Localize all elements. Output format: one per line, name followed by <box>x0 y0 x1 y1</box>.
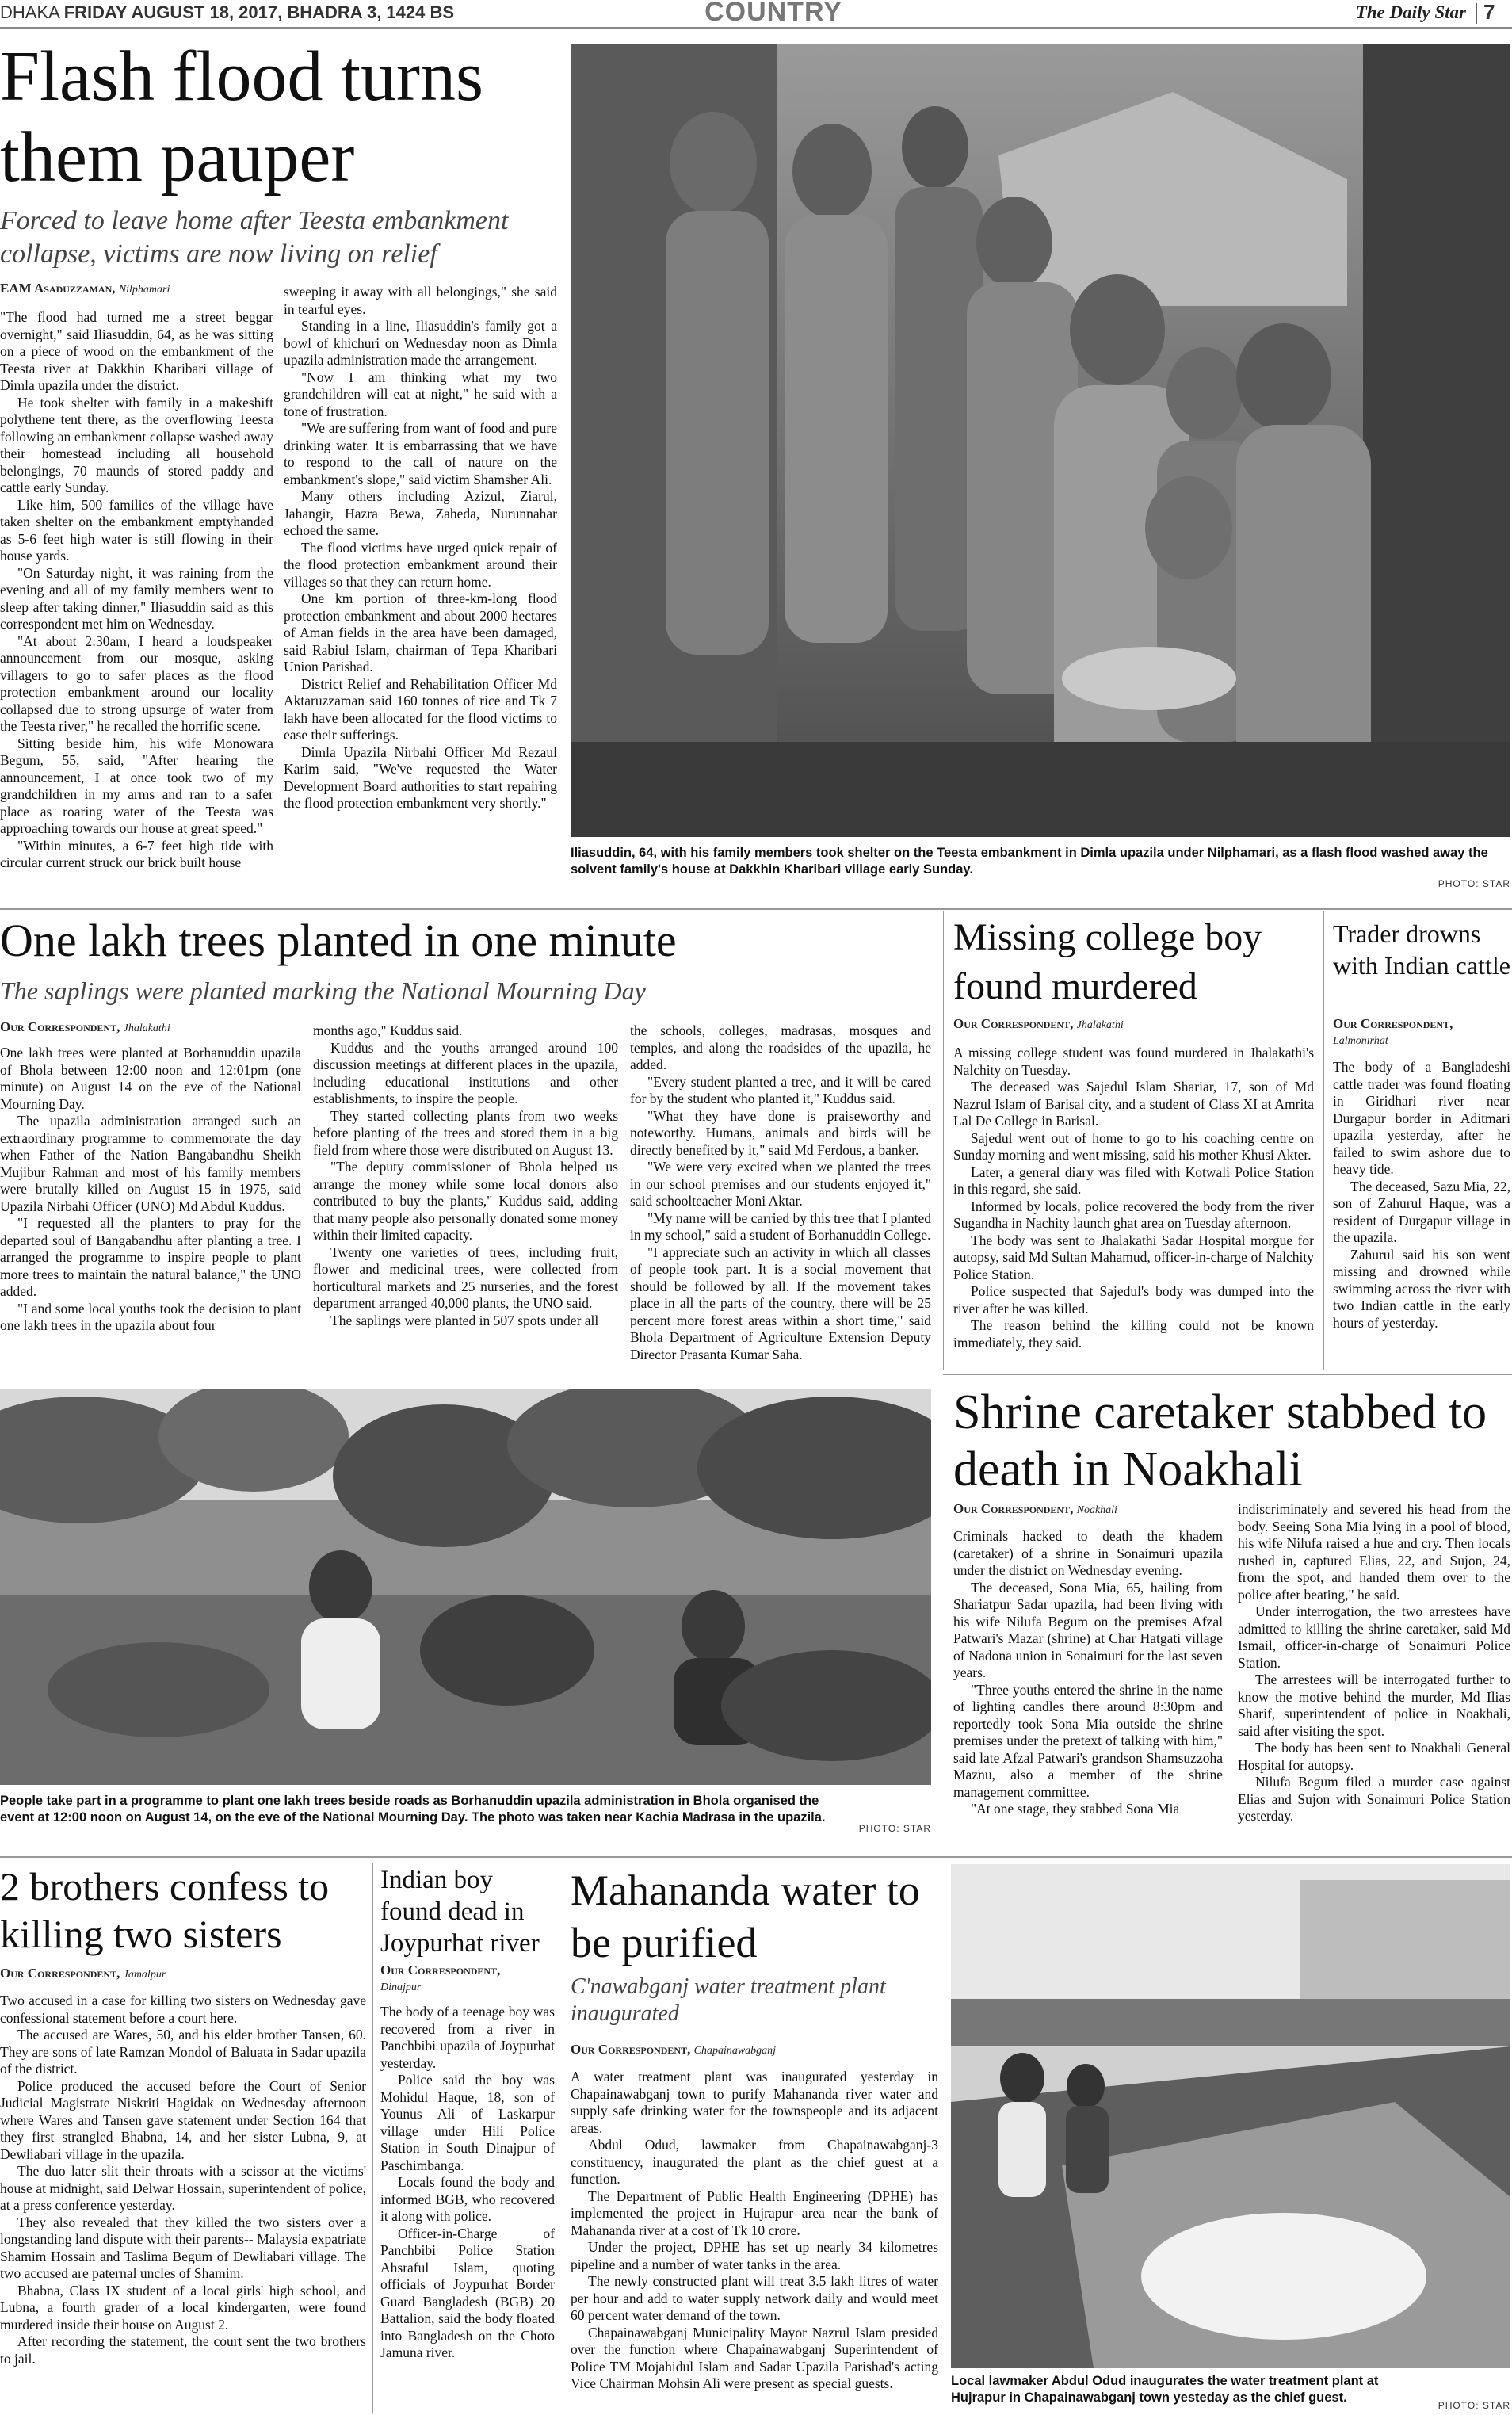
paragraph: Abdul Odud, lawmaker from Chapainawabganj-3 constituency, inaugurated the plant as the chief guest at a function. <box>571 2137 938 2187</box>
trader-headline: Trader drowns with Indian cattle <box>1333 919 1510 980</box>
paragraph: Kuddus and the youths arranged around 100 discussion meetings at different places in the upazila, including educational institutions and other establishments, to inspire the people. <box>313 1039 618 1106</box>
shrine-byline <box>953 1501 1223 1517</box>
indian-boy-byline <box>380 1962 559 1994</box>
paragraph: They also revealed that they killed the two sisters over a longstanding land dispute with their parents-- Malaysia expatriate Shamim Hossain and Taslima Begum of Dewliabari village. The two accused are paternal uncles of Shamim. <box>0 2214 366 2281</box>
paragraph: The flood victims have urged quick repair of the flood protection embankment around their villages so that they can return home. <box>284 539 557 590</box>
paragraph: The arrestees will be interrogated further to know the motive behind the murder, Md Ilias Sharif, superintendent of police in Noakhali, said after visiting the spot. <box>1238 1672 1510 1739</box>
trees-column-3 <box>630 1022 931 1368</box>
paragraph: The Department of Public Health Engineering (DPHE) has implemented the project in Hujrapur area near the bank of Mahananda river at a cost of Tk 10 crore. <box>571 2188 938 2238</box>
paragraph: Police suspected that Sajedul's body was dumped into the river after he was killed. <box>953 1283 1314 1316</box>
paragraph: The body of a teenage boy was recovered from a river in Panchbibi upazila of Joypurhat yesterday. <box>380 2004 555 2071</box>
indian-boy-headline: Indian boy found dead in Joypurhat river <box>380 1866 540 1958</box>
brothers-body <box>0 1993 366 2413</box>
college-body <box>953 1045 1314 1370</box>
paragraph: "My name will be carried by this tree that I planted in my school," said a student of Borhanuddin College. <box>630 1209 931 1243</box>
flood-photo-credit: PHOTO: STAR <box>1438 878 1510 889</box>
section-label: COUNTRY <box>704 0 842 27</box>
water-photo <box>951 1864 1510 2368</box>
college-headline: Missing college boy found murdered <box>953 916 1262 1007</box>
trees-byline <box>0 1019 301 1035</box>
trader-byline-name: Our Correspondent, <box>1333 1016 1453 1031</box>
trees-photo <box>0 1389 931 1785</box>
paragraph: Later, a general diary was filed with Kotwali Police Station in this regard, she said. <box>953 1164 1314 1197</box>
dateline <box>0 2 454 25</box>
paragraph: Like him, 500 families of the village have taken shelter on the embankment emptyhanded as 5-6 feet high water is still flowing in their house yards. <box>0 496 273 564</box>
paragraph: Chapainawabganj Municipality Mayor Nazrul Islam presided over the function where Chapainawabganj Superintendent of Police TM Mojahidul Islam and Sadar Upazila Parishad's acting Vice Chairman Mohsin Ali were present as special guests. <box>571 2324 938 2391</box>
flood-deck: Forced to leave home after Teesta embankment collapse, victims are now living on relief <box>0 206 509 269</box>
paragraph: Two accused in a case for killing two sisters on Wednesday gave confessional statement before a court here. <box>0 1993 366 2026</box>
paragraph: The newly constructed plant will treat 3.5 lakh litres of water per hour and add to water supply network daily and would meet 60 percent water demand of the town. <box>571 2273 938 2323</box>
paragraph: The deceased was Sajedul Islam Shariar, 17, son of Md Nazrul Islam of Barisal city, and a student of Class XI at Amrita Lal De College in Barisal. <box>953 1079 1314 1129</box>
paragraph: Nilufa Begum filed a murder case against Elias and Sujon with Sonaimuri Police Station yesterday. <box>1238 1774 1510 1824</box>
paragraph: The body was sent to Jhalakathi Sadar Hospital morgue for autopsy, said Md Sultan Mahamud, officer-in-charge of Nalchity Police Station. <box>953 1232 1314 1282</box>
indian-boy-byline-name: Our Correspondent, <box>380 1962 501 1977</box>
trees-byline-name: Our Correspondent, <box>0 1019 120 1034</box>
brothers-byline-name: Our Correspondent, <box>0 1966 120 1981</box>
paragraph: "Now I am thinking what my two grandchildren will eat at night," he said with a tone of frustration. <box>284 369 557 419</box>
water-caption: Local lawmaker Abdul Odud inaugurates the water treatment plant at Hujrapur in Chapainawabganj town yesteday as the chief guest. <box>951 2374 1379 2405</box>
college-byline-place: Jhalakathi <box>1076 1019 1124 1031</box>
flood-byline-name: EAM Asaduzzaman, <box>0 281 116 296</box>
flood-byline-place: Nilphamari <box>118 284 170 296</box>
water-byline-name: Our Correspondent, <box>571 2042 691 2057</box>
water-body <box>571 2069 938 2413</box>
trees-headline: One lakh trees planted in one minute <box>0 915 677 966</box>
paragraph: sweeping it away with all belongings," she said in tearful eyes. <box>284 284 557 317</box>
paragraph: Criminals hacked to death the khadem (caretaker) of a shrine in Sonaimuri upazila under the district on Wednesday evening. <box>953 1528 1223 1578</box>
paragraph: After recording the statement, the court sent the two brothers to jail. <box>0 2333 366 2367</box>
water-byline <box>571 2042 943 2058</box>
paragraph: Sitting beside him, his wife Monowara Begum, 55, said, "After hearing the announcement, I at once took two of my grandchildren in my arms and ran to a safer place as roaring water of the Teesta was approaching towards our house at great speed." <box>0 735 273 836</box>
indian-boy-body <box>380 2004 555 2413</box>
paragraph: The saplings were planted in 507 spots under all <box>330 1312 599 1328</box>
paragraph: A missing college student was found murdered in Jhalakathi's Nalchity on Tuesday. <box>953 1045 1314 1078</box>
paragraph: The reason behind the killing could not be known immediately, they said. <box>953 1317 1314 1351</box>
paragraph: "What they have done is praiseworthy and noteworthy. Humans, animals and birds will be directly benefited by it," said Md Ferdous, a banker. <box>630 1107 931 1158</box>
paragraph: "The flood had turned me a street beggar overnight," said Iliasuddin, 64, as he was sitting on a piece of wood on the embankment of the Teesta river at Dakkhin Kharibari village of Dimla upazila under the district. <box>0 309 273 393</box>
paragraph: "I requested all the planters to pray for the departed soul of Bangabandhu after planting a tree. I arranged the programme to inspire people to plant more trees to maintain the natural balance," the UNO added. <box>0 1215 301 1299</box>
paragraph: Many others including Azizul, Ziarul, Jahangir, Hazra Bewa, Zaheda, Nurunnahar echoed the same. <box>284 488 557 538</box>
paragraph: The body has been sent to Noakhali General Hospital for autopsy. <box>1238 1740 1510 1773</box>
paragraph: the schools, colleges, madrasas, mosques and temples, and along the roadsides of the upazila, he added. <box>630 1022 931 1072</box>
paragraph: Locals found the body and informed BGB, who recovered it along with police. <box>380 2174 555 2224</box>
trees-column-2 <box>313 1022 618 1368</box>
paragraph: He took shelter with family in a makeshift polythene tent there, as the overflowing Teesta following an embankment collapse washed away their homestead including all household belongings, 70 maunds of stored paddy and cattle early Sunday. <box>0 394 273 495</box>
dateline-city: DHAKA <box>0 2 59 22</box>
paragraph: "Within minutes, a 6-7 feet high tide with circular current struck our brick built house <box>0 837 273 870</box>
paragraph: Zahurul said his son went missing and drowned while swimming across the river with two Indian cattle in the early hours of yesterday. <box>1333 1246 1510 1331</box>
paragraph: One km portion of three-km-long flood protection embankment and about 2000 hectares of Aman fields in the area have been damaged, said Rabiul Islam, chairman of Tepa Kharibari Union Parishad. <box>284 590 557 674</box>
trees-deck: The saplings were planted marking the National Mourning Day <box>0 976 646 1005</box>
tree-planting-image <box>0 1389 931 1785</box>
paragraph: The deceased, Sona Mia, 65, hailing from Shariatpur Sadar upazila, had been living with his wife Nilufa Begum on the premises Afzal Patwari's Mazar (shrine) at Char Hatgati village of Nadona union in Sonaimuri for the last seven years. <box>953 1579 1223 1680</box>
dateline-date: FRIDAY AUGUST 18, 2017, BHADRA 3, 1424 BS <box>63 2 455 22</box>
divider <box>943 911 944 1370</box>
paragraph: "We are suffering from want of food and pure drinking water. It is embarrassing that we have to respond to the call of nature on the embankment's slope," said victim Shamsher Ali. <box>284 420 557 487</box>
paragraph: Under the project, DPHE has set up nearly 34 kilometres pipeline and a number of water tanks in the area. <box>571 2239 938 2272</box>
paragraph: Under interrogation, the two arrestees have admitted to killing the shrine caretaker, said Md Ismail, officer-in-charge of Sonaimuri Police Station. <box>1238 1603 1510 1671</box>
shrine-byline-place: Noakhali <box>1076 1504 1117 1516</box>
divider <box>0 1856 1512 1858</box>
trees-byline-place: Jhalakathi <box>123 1022 170 1034</box>
paragraph: The duo later slit their throats with a scissor at the victims' house at midnight, said Delwar Hossain, superintendent of police, at a press conference yesterday. <box>0 2163 366 2213</box>
trader-body <box>1333 1059 1510 1370</box>
indian-boy-byline-place: Dinajpur <box>380 1981 422 1993</box>
paragraph: District Relief and Rehabilitation Officer Md Aktaruzzaman said 160 tonnes of rice and Tk 7 lakh have been allocated for the flood victims to ease their sufferings. <box>284 675 557 743</box>
divider <box>1323 911 1324 1370</box>
paragraph: indiscriminately and severed his head from the body. Seeing Sona Mia lying in a pool of blood, his wife Nilufa raised a hue and cry. Then locals rushed in, captured Elias, 22, and Sujon, 24, from the spot, and handed them over to the police after beating," he said. <box>1238 1501 1510 1603</box>
divider <box>372 1863 373 2413</box>
paragraph: The accused are Wares, 50, and his elder brother Tansen, 60. They are sons of late Ramzan Mondol of Baluata in Sadar upazila of the district. <box>0 2027 366 2077</box>
brothers-byline-place: Jamalpur <box>123 1969 166 1981</box>
trees-caption: People take part in a programme to plant one lakh trees beside roads as Borhanuddin upazila administration in Bhola organised the event at 12:00 noon on August 14, on the eve of the National Mourning Day. The photo was taken near Kachia Madrasa in the upazila. <box>0 1794 826 1825</box>
page-number: 7 <box>1483 0 1495 24</box>
paragraph: "I appreciate such an activity in which all classes of people took part. It is a social movement that should be followed by all. If the movement takes place in all the parts of the country, there will be 25 percent more forest areas within a short time," said Bhola Department of Agriculture Extension Deputy Director Prasanta Kumar Saha. <box>630 1244 931 1362</box>
paragraph: Police produced the accused before the Court of Senior Judicial Magistrate Niskriti Hagidak on Wednesday afternoon where Wares and Tansen gave statement under Section 164 that they first strangled Bhabna, 14, and her sister Lubna, 9, at Dewliabari village in the upazila. <box>0 2077 366 2162</box>
paragraph: "At about 2:30am, I heard a loudspeaker announcement from our mosque, asking villagers to go to safer places as the flood protection embankment around our locality collapsed due to strong upsurge of water from the Teesta river," he recalled the horrific scene. <box>0 632 273 734</box>
divider <box>0 908 1512 910</box>
paragraph: The upazila administration arranged such an extraordinary programme to commemorate the day when Father of the Nation Bangabandhu Sheikh Mujibur Rahman and most of his family members were brutally killed on August 15 in 1975, said Upazila Nirbahi Officer (UNO) Md Abdul Kuddus. <box>0 1113 301 1214</box>
paragraph: "At one stage, they stabbed Sona Mia <box>971 1801 1180 1817</box>
flood-caption: Iliasuddin, 64, with his family members took shelter on the Teesta embankment in Dimla upazila under Nilphamari, as a flash flood washed away the solvent family's house at Dakkhin Kharibari village early Sunday. <box>571 846 1488 877</box>
trees-column-1 <box>0 1045 301 1368</box>
paragraph: Officer-in-Charge of Panchbibi Police Station Ahsraful Islam, quoting officials of Joypurhat Border Guard Bangladesh (BGB) 20 Battalion, said the body floated into Bangladesh on the Choto Jamuna river. <box>380 2225 555 2360</box>
shrine-byline-name: Our Correspondent, <box>953 1501 1074 1516</box>
paragraph: One lakh trees were planted at Borhanuddin upazila of Bhola between 12:00 noon and 12:01pm (one minute) on August 14 on the eve of the National Mourning Day. <box>0 1045 301 1112</box>
paragraph: Bhabna, Class IX student of a local girls' high school, and Lubna, a fourth grader of a local kindergarten, were found murdered inside their house on August 2. <box>0 2282 366 2333</box>
paragraph: "I and some local youths took the decision to plant one lakh trees in the upazila about four <box>0 1300 301 1333</box>
water-deck: C'nawabganj water treatment plant inaugurated <box>571 1974 886 2026</box>
paragraph: "Every student planted a tree, and it will be cared for by the student who planted it," Kuddus said. <box>630 1073 931 1106</box>
paragraph: Twenty one varieties of trees, including fruit, flower and medicinal trees, were collected from horticultural markets and 25 nurseries, and the forest department arranged 40,000 plants, the UNO said. <box>313 1244 618 1311</box>
divider <box>943 1374 1512 1375</box>
college-byline <box>953 1016 1318 1032</box>
water-photo-credit: PHOTO: STAR <box>1438 2400 1510 2411</box>
flood-column-2 <box>284 284 557 910</box>
paragraph: "We were very excited when we planted the trees in our school premises and our students enjoyed it," said schoolteacher Moni Aktar. <box>630 1159 931 1209</box>
flood-photo <box>571 44 1510 837</box>
paragraph: Dimla Upazila Nirbahi Officer Md Rezaul Karim said, "We've requested the Water Development Board authorities to start repairing the flood protection embankment very shortly." <box>284 743 557 811</box>
brothers-headline: 2 brothers confess to killing two sisters <box>0 1864 330 1956</box>
shrine-headline: Shrine caretaker stabbed to death in Noakhali <box>953 1385 1487 1496</box>
flood-column-1 <box>0 309 273 910</box>
trader-byline-place: Lalmonirhat <box>1333 1035 1388 1047</box>
paragraph: "On Saturday night, it was raining from the evening and all of my family members went to sleep after taking dinner," Iliasuddin said as this correspondent met him on Wednesday. <box>0 564 273 632</box>
paragraph: The body of a Bangladeshi cattle trader was found floating in Giridhari river near Durgapur border in Aditmari upazila yesterday, after he failed to swim ashore due to heavy tide. <box>1333 1059 1510 1177</box>
paragraph: Police said the boy was Mohidul Haque, 18, son of Younus Ali of Laskarpur village under Hili Police Station in South Dinajpur of Paschimbanga. <box>380 2072 555 2173</box>
trees-photo-credit: PHOTO: STAR <box>858 1823 931 1834</box>
masthead <box>0 0 1512 29</box>
paragraph: "The deputy commissioner of Bhola helped us arrange the money while some local donors also contributed to buy the plants," Kuddus said, adding that many people also personally donated some money within their limited capacity. <box>313 1159 618 1243</box>
paragraph: A water treatment plant was inaugurated yesterday in Chapainawabganj town to purify Mahananda river water and supply safe drinking water for the townspeople and its adjacent areas. <box>571 2069 938 2136</box>
college-byline-name: Our Correspondent, <box>953 1016 1074 1031</box>
paragraph: Standing in a line, Iliasuddin's family got a bowl of khichuri on Wednesday noon as Dimla upazila administration made the arrangement. <box>284 318 557 368</box>
shrine-column-2 <box>1238 1501 1510 1847</box>
water-headline: Mahananda water to be purified <box>571 1867 920 1966</box>
flood-family-image <box>571 44 1510 837</box>
brothers-byline <box>0 1966 365 1981</box>
water-plant-image <box>951 1864 1510 2368</box>
flood-headline: Flash flood turns them pauper <box>0 37 484 197</box>
shrine-column-1 <box>953 1528 1223 1847</box>
paragraph: "Three youths entered the shrine in the name of lighting candles there around 8:30pm and reportedly took Sona Mia outside the shrine premises under the pretext of talking with him," said late Afzal Patwari's grandson Shamsuzzoha Maznu, also a member of the shrine management committee. <box>953 1681 1223 1800</box>
paragraph: Informed by locals, police recovered the body from the river Sugandha in Nachity launch ghat area on Tuesday afternoon. <box>953 1198 1314 1231</box>
water-byline-place: Chapainawabganj <box>693 2045 777 2057</box>
paragraph: months ago," Kuddus said. <box>313 1022 463 1038</box>
paragraph: The deceased, Sazu Mia, 22, son of Zahurul Haque, was a resident of Durgapur village in the upazila. <box>1333 1178 1510 1245</box>
trader-byline <box>1333 1016 1512 1048</box>
paragraph: They started collecting plants from two weeks before planting of the trees and stored them in a big field from where those were distributed on August 13. <box>313 1107 618 1158</box>
page-separator <box>1476 3 1477 24</box>
paragraph: Sajedul went out of home to go to his coaching centre on Sunday morning and went missing, said his mother Khusi Akter. <box>953 1129 1314 1163</box>
flood-byline <box>0 281 273 296</box>
paper-logo: The Daily Star <box>1355 2 1466 22</box>
